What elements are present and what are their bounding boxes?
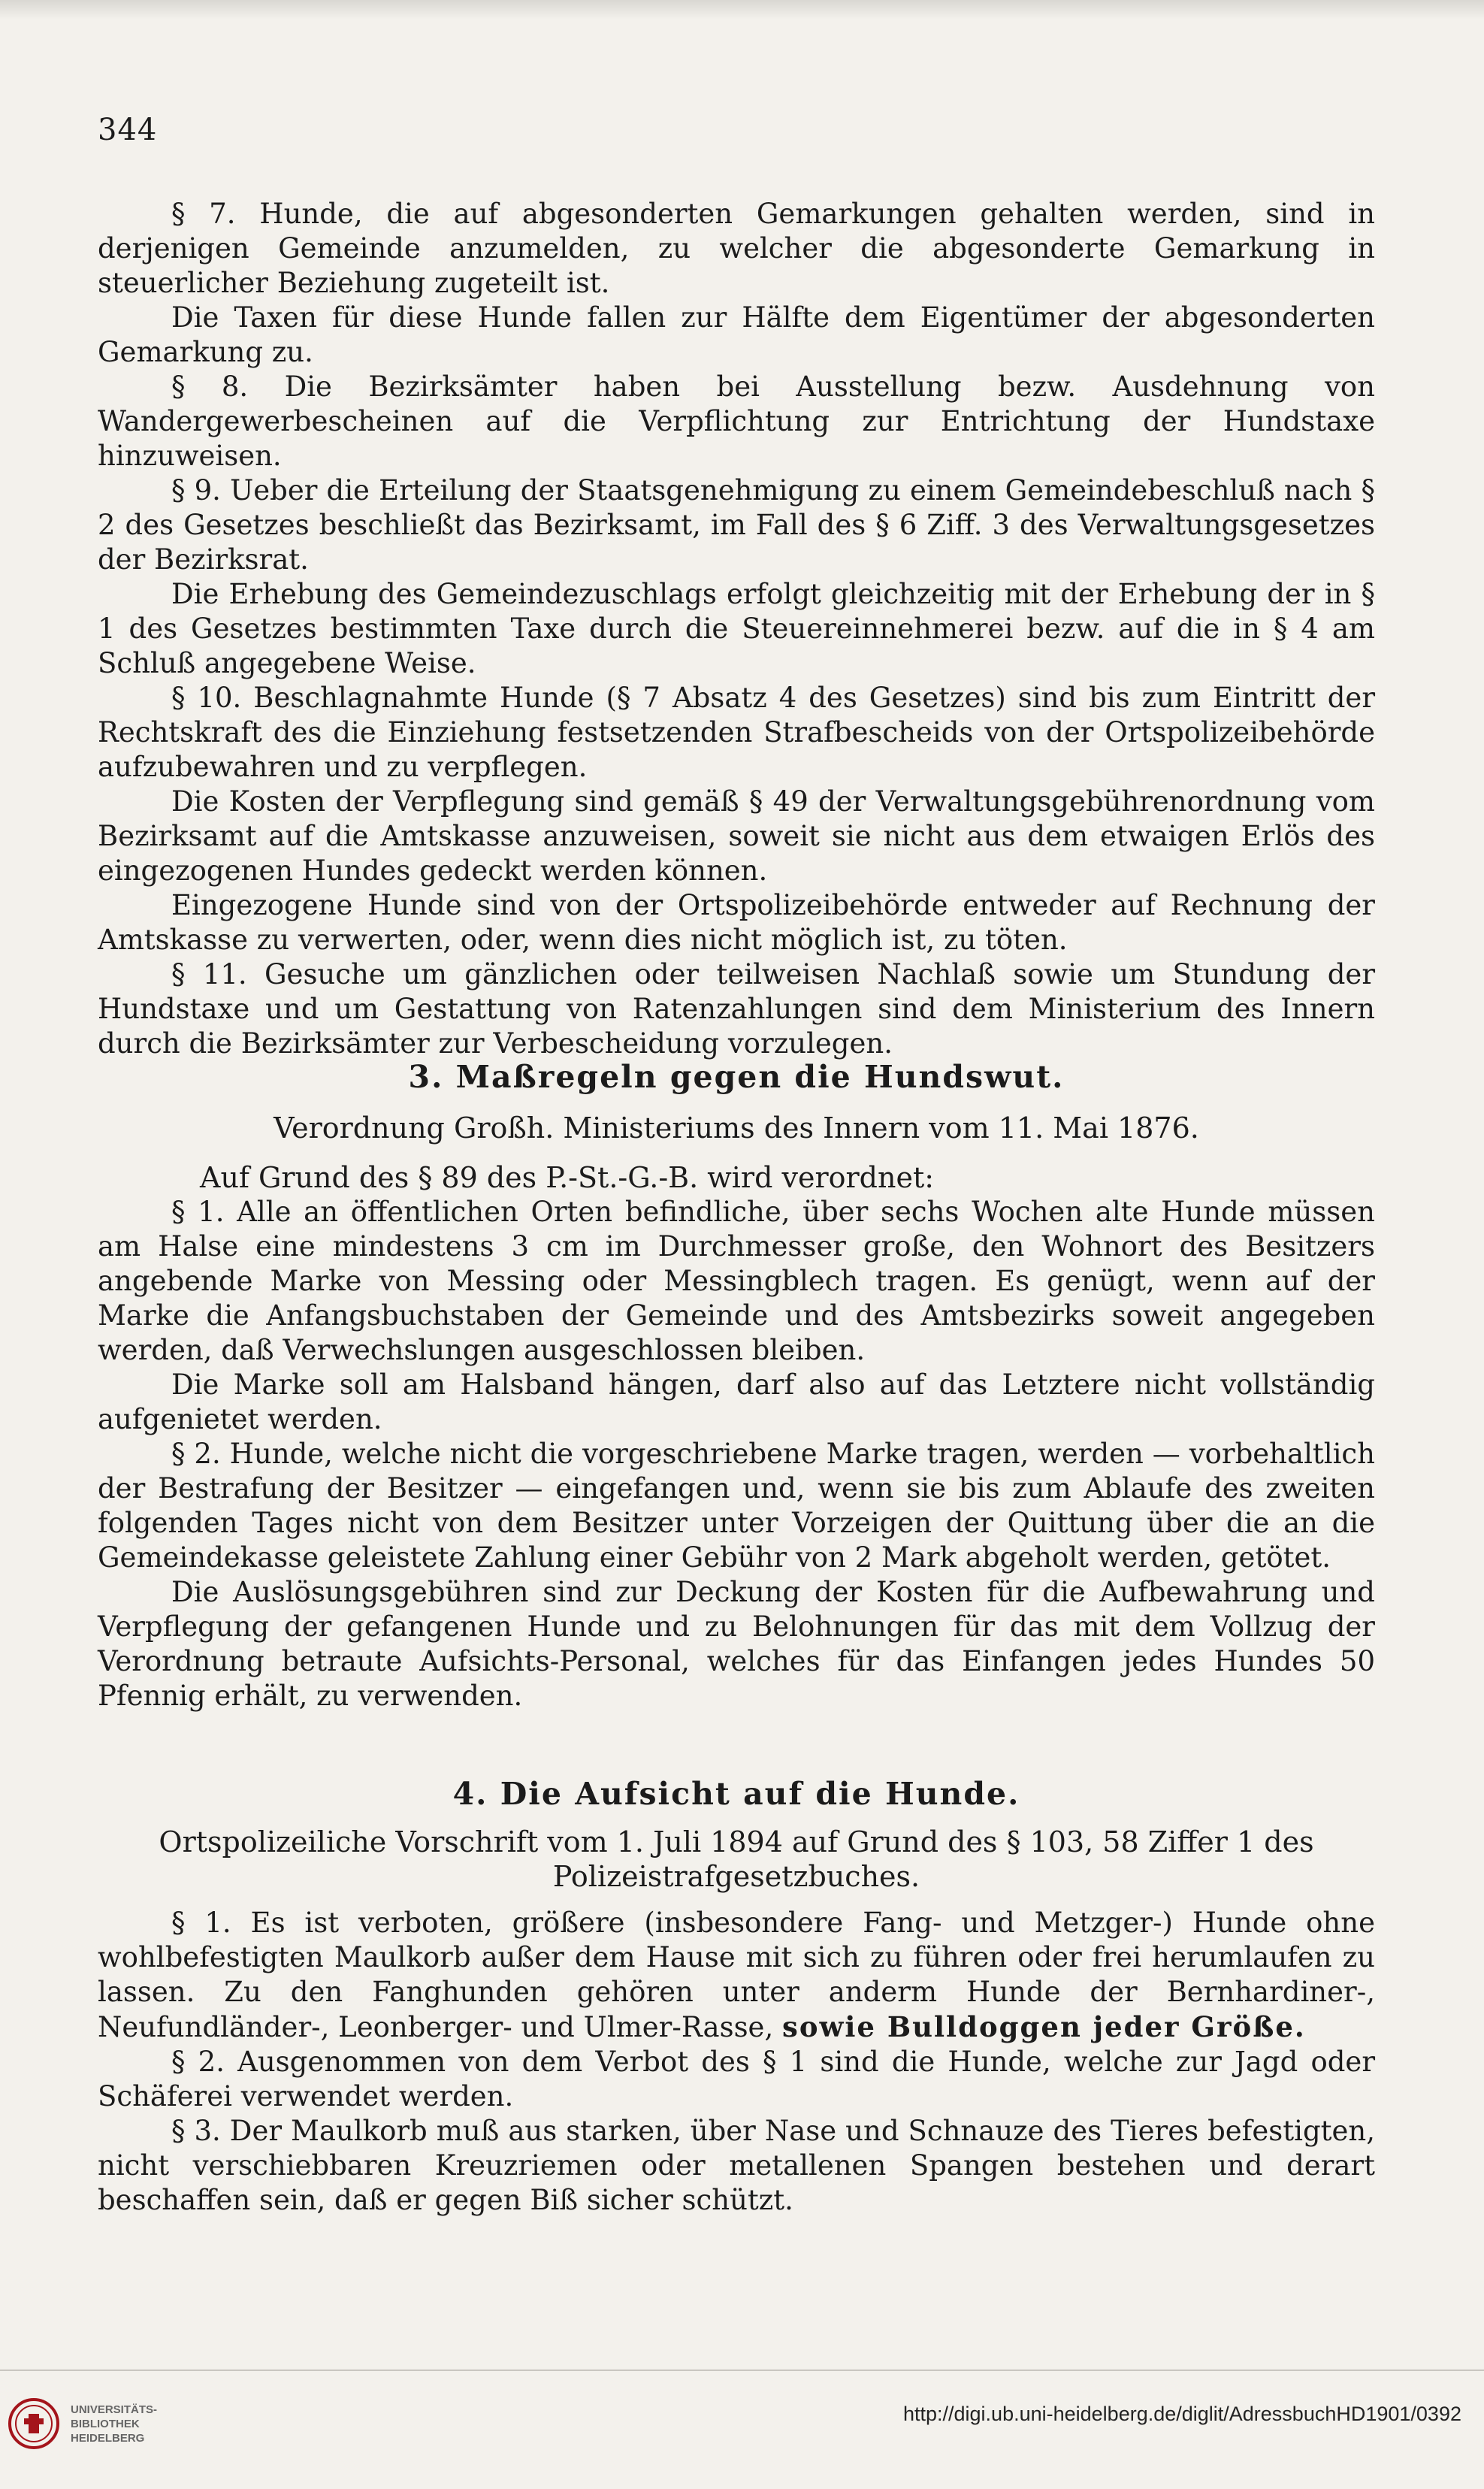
ordinance-title-1894: Ortspolizeiliche Vorschrift vom 1. Juli 1894 auf Grund des § 103, 58 Ziffer 1 des Polizeistrafgesetzbuches. <box>159 1825 1314 1893</box>
ordinance-title-1876: Verordnung Großh. Ministeriums des Innern vom 11. Mai 1876. <box>274 1111 1199 1145</box>
paragraph-10-seized-dogs: Eingezogene Hunde sind von der Ortspolizeibehörde entweder auf Rechnung der Amtskasse zu verwerten, oder, wenn dies nicht möglich ist, zu töten. <box>98 889 1375 956</box>
library-name <box>71 2403 157 2445</box>
paragraph-supervision-1-bulldogs: sowie Bulldoggen jeder Größe. <box>781 2010 1306 2043</box>
ordinance-intro: Auf Grund des § 89 des P.-St.-G.-B. wird verordnet: <box>200 1161 935 1194</box>
paragraph-9-collection: Die Erhebung des Gemeindezuschlags erfolgt gleichzeitig mit der Erhebung der in § 1 des Gesetzes bestimmten Taxe durch die Steuereinnehmerei bezw. auf die in § 4 am Schluß angegebene Weise. <box>98 578 1375 679</box>
library-name-line-3: HEIDELBERG <box>71 2431 145 2445</box>
footer-divider <box>0 2370 1484 2371</box>
paragraph-rabies-2-fees: Die Auslösungsgebühren sind zur Deckung der Kosten für die Aufbewahrung und Verpflegung der gefangenen Hunde und zu Belohnungen für das mit dem Vollzug der Verordnung betraute Aufsichts-Personal, welches für das Einfangen jedes Hundes 50 Pfennig erhält, zu verwenden. <box>98 1576 1375 1712</box>
paragraph-10-costs: Die Kosten der Verpflegung sind gemäß § 49 der Verwaltungsgebührenordnung vom Bezirksamt auf die Amtskasse anzuweisen, soweit sie nicht aus dem etwaigen Erlös des eingezogenen Hundes gedeckt werden können. <box>98 785 1375 887</box>
paragraph-supervision-3: § 3. Der Maulkorb muß aus starken, über Nase und Schnauze des Tieres befestigten, nicht verschiebbaren Kreuzriemen oder metallenen Spangen bestehen und derart beschaffen sein, daß er gegen Biß sicher schützt. <box>98 2115 1375 2216</box>
section-heading-3: 3. Maßregeln gegen die Hundswut. <box>408 1059 1065 1095</box>
library-name-line-2: BIBLIOTHEK <box>71 2417 140 2430</box>
paragraph-7: § 7. Hunde, die auf abgesonderten Gemarkungen gehalten werden, sind in derjenigen Gemeinde anzumelden, zu welcher die abgesonderte Gemarkung in steuerlicher Beziehung zugeteilt ist. <box>98 198 1375 299</box>
paragraph-7-taxes: Die Taxen für diese Hunde fallen zur Hälfte dem Eigentümer der abgesonderten Gemarkung zu. <box>98 301 1375 368</box>
library-logo <box>0 2390 225 2457</box>
paragraph-10: § 10. Beschlagnahmte Hunde (§ 7 Absatz 4 des Gesetzes) sind bis zum Eintritt der Rechtskraft des die Einziehung festsetzenden Strafbescheids von der Ortspolizeibehörde aufzubewahren und zu verpflegen. <box>98 682 1375 783</box>
source-url-link[interactable]: http://digi.ub.uni-heidelberg.de/diglit/AdressbuchHD1901/0392 <box>902 2403 1461 2425</box>
paragraph-rabies-1-collar: Die Marke soll am Halsband hängen, darf also auf das Letztere nicht vollständig aufgenietet werden. <box>98 1368 1375 1435</box>
document-page <box>98 0 1375 2367</box>
library-name-line-1: UNIVERSITÄTS- <box>71 2403 158 2416</box>
paragraph-9: § 9. Ueber die Erteilung der Staatsgenehmigung zu einem Gemeindebeschluß nach § 2 des Gesetzes beschließt das Bezirksamt, im Fall des § 6 Ziff. 3 des Verwaltungsgesetzes der Bezirksrat. <box>98 474 1375 576</box>
page-number: 344 <box>98 113 158 147</box>
section-dog-supervision <box>98 1775 1375 2218</box>
paragraph-supervision-1 <box>98 1906 1375 2045</box>
paragraph-rabies-2: § 2. Hunde, welche nicht die vorgeschriebene Marke tragen, werden — vorbehaltlich der Bestrafung der Besitzer — eingefangen und, wenn sie bis zum Ablaufe des zweiten folgenden Tages nicht von dem Besitzer unter Vorzeigen der Quittung über die an die Gemeindekasse geleistete Zahlung einer Gebühr von 2 Mark abgeholt werden, getötet. <box>98 1438 1375 1574</box>
paragraph-supervision-2: § 2. Ausgenommen von dem Verbot des § 1 sind die Hunde, welche zur Jagd oder Schäferei verwendet werden. <box>98 2046 1375 2112</box>
university-seal-icon <box>8 2397 60 2450</box>
section-rabies-measures <box>98 1058 1375 1713</box>
paragraph-rabies-1: § 1. Alle an öffentlichen Orten befindliche, über sechs Wochen alte Hunde müssen am Halse eine mindestens 3 cm im Durchmesser große, den Wohnort des Besitzers angebende Marke von Messing oder Messingblech tragen. Es genügt, wenn auf der Marke die Anfangsbuchstaben der Gemeinde und des Amtsbezirks soweit angegeben werden, daß Verwechslungen ausgeschlossen bleiben. <box>98 1196 1375 1366</box>
paragraph-11: § 11. Gesuche um gänzlichen oder teilweisen Nachlaß sowie um Stundung der Hundstaxe und um Gestattung von Ratenzahlungen sind dem Ministerium des Innern durch die Bezirksämter zur Verbescheidung vorzulegen. <box>98 958 1375 1060</box>
paragraph-supervision-1-text: § 1. Es ist verboten, größere (insbesondere Fang- und Metzger-) Hunde ohne wohlbefestigten Maulkorb außer dem Hause mit sich zu führen oder frei herumlaufen zu lassen. Zu den Fanghunden gehören unter anderm Hunde der Bernhardiner-, Neufundländer-, Leonberger- und Ulmer-Rasse, <box>98 1907 1375 2043</box>
section-dog-tax-provisions <box>98 197 1375 1061</box>
section-heading-4: 4. Die Aufsicht auf die Hunde. <box>452 1776 1020 1812</box>
paragraph-8: § 8. Die Bezirksämter haben bei Ausstellung bezw. Ausdehnung von Wandergewerbescheinen auf die Verpflichtung zur Entrichtung der Hundstaxe hinzuweisen. <box>98 370 1375 472</box>
